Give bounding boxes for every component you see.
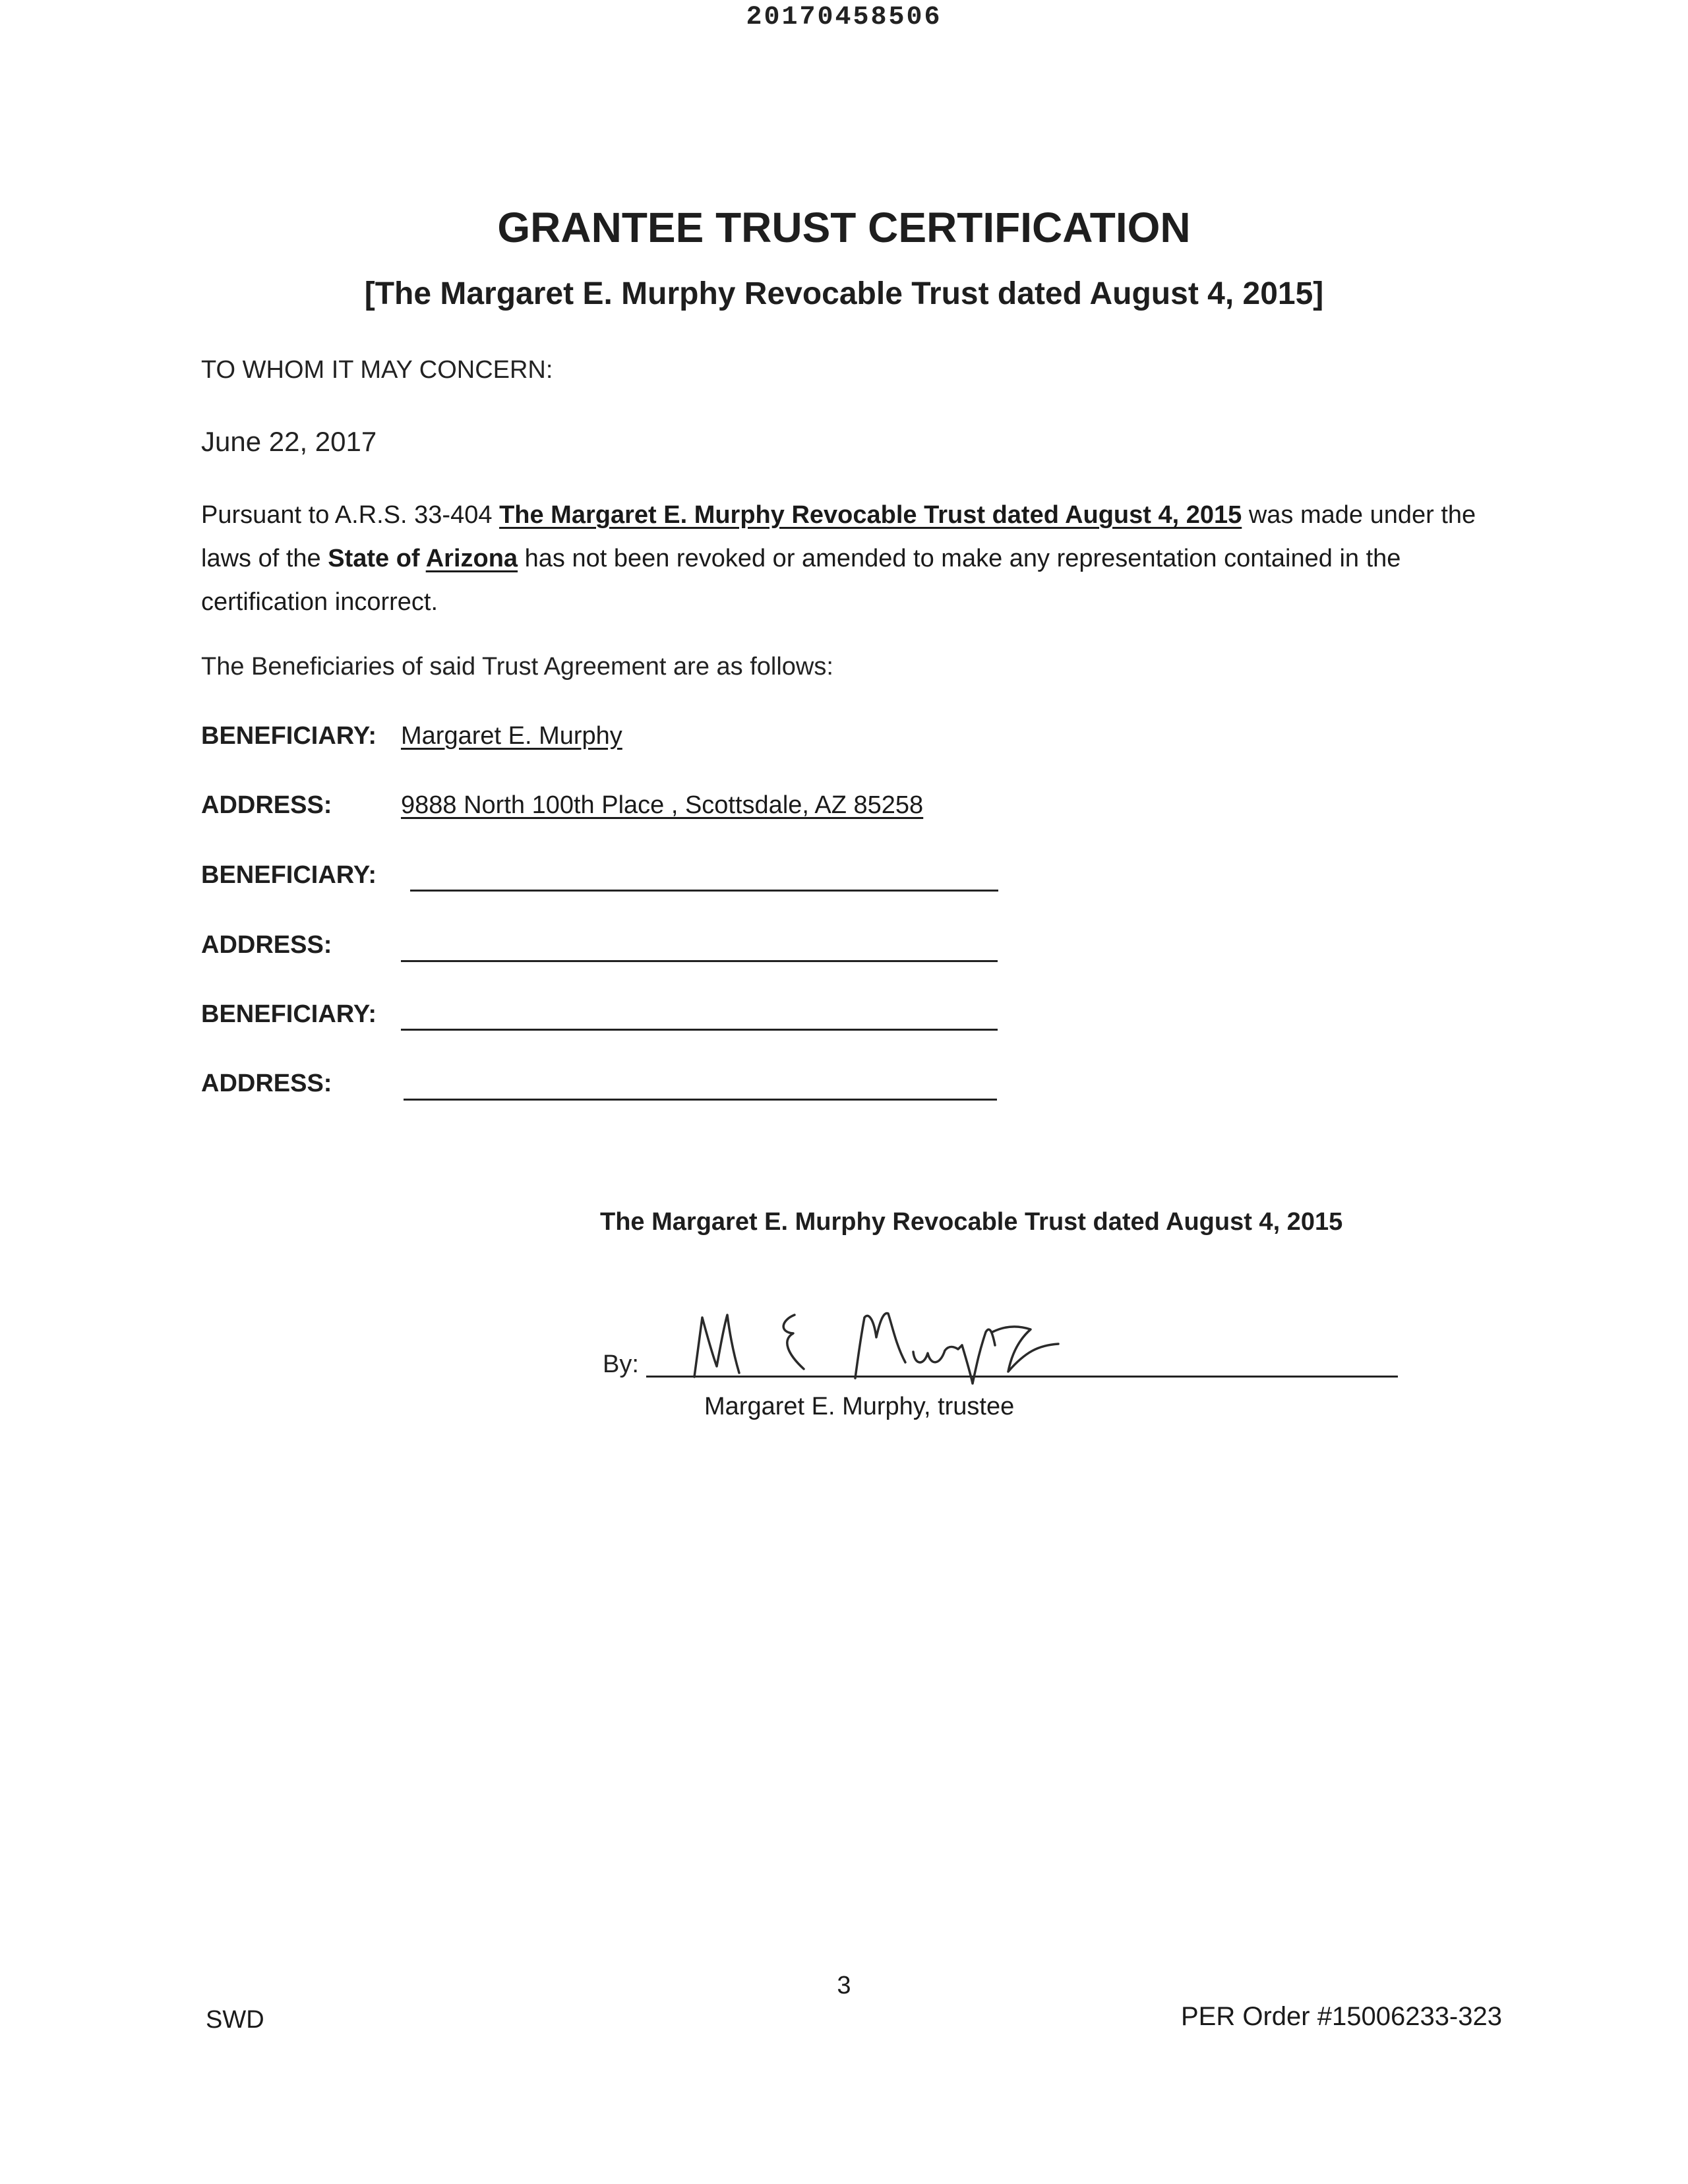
address-label: ADDRESS:	[201, 1070, 332, 1097]
blank-beneficiary-line	[401, 1029, 998, 1031]
beneficiary-label: BENEFICIARY:	[201, 1000, 377, 1028]
paragraph-middle: was made under the laws of the	[201, 501, 1476, 572]
document-date: June 22, 2017	[201, 426, 377, 457]
handwritten-signature	[682, 1306, 1104, 1391]
by-label: By:	[603, 1350, 639, 1378]
paragraph-suffix: has not been revoked or amended to make any representation contained in the certification incorrect.	[201, 545, 1401, 616]
page-number: 3	[837, 1972, 851, 1999]
footer-left-code: SWD	[206, 2006, 264, 2034]
footer-order-number: PER Order #15006233-323	[1181, 2002, 1502, 2031]
salutation: TO WHOM IT MAY CONCERN:	[201, 356, 553, 384]
beneficiaries-intro: The Beneficiaries of said Trust Agreement are as follows:	[201, 653, 833, 681]
blank-address-line	[401, 960, 998, 962]
address-label: ADDRESS:	[201, 791, 332, 819]
beneficiary-value: Margaret E. Murphy	[401, 722, 622, 750]
signer-name: Margaret E. Murphy, trustee	[704, 1393, 1015, 1420]
recording-number: 20170458506	[746, 3, 942, 32]
blank-beneficiary-line	[410, 890, 998, 892]
beneficiary-label: BENEFICIARY:	[201, 861, 377, 889]
paragraph-prefix: Pursuant to A.R.S. 33-404	[201, 501, 500, 529]
document-title: GRANTEE TRUST CERTIFICATION	[497, 204, 1191, 251]
address-value: 9888 North 100th Place , Scottsdale, AZ 85258	[401, 791, 924, 819]
paragraph-state: Arizona	[425, 545, 518, 572]
certification-paragraph	[201, 493, 1520, 624]
paragraph-trust-name: The Margaret E. Murphy Revocable Trust dated August 4, 2015	[499, 501, 1242, 529]
signature-trust-name: The Margaret E. Murphy Revocable Trust dated August 4, 2015	[600, 1208, 1343, 1236]
beneficiary-label: BENEFICIARY:	[201, 722, 377, 750]
address-label: ADDRESS:	[201, 931, 332, 959]
paragraph-state-prefix: State of	[328, 545, 426, 572]
document-subtitle: [The Margaret E. Murphy Revocable Trust dated August 4, 2015]	[364, 276, 1324, 311]
blank-address-line	[404, 1099, 997, 1101]
